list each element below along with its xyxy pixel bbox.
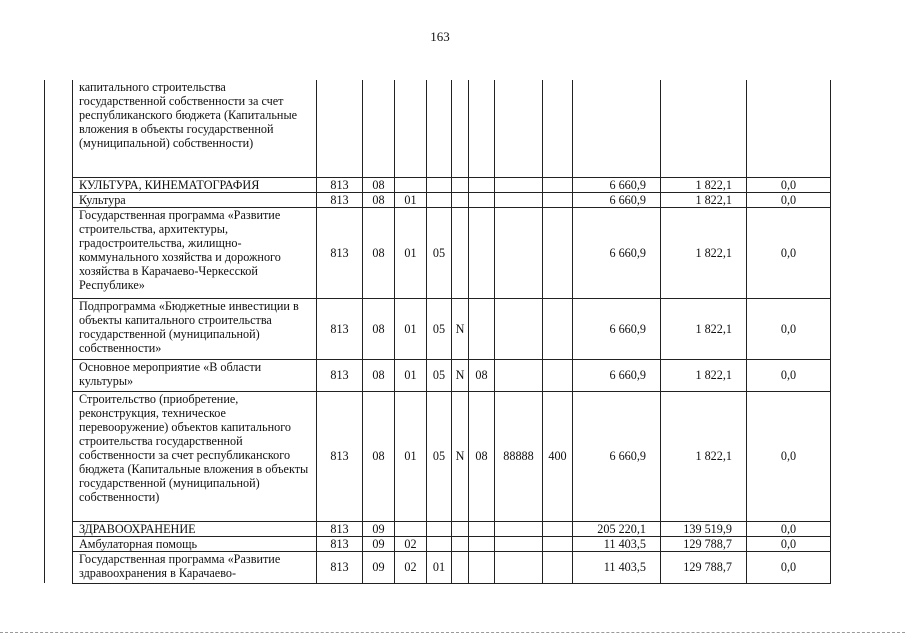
row-ved-cell: 813 <box>317 298 363 359</box>
row-cs1-cell: 05 <box>427 391 452 521</box>
row-cs2-cell <box>452 80 469 177</box>
row-name-cell: Государственная программа «Развитие строительства, архитектуры, градостроительства, жилищно-коммунального хозяйства и дорожного хозяйства в Карачаево-Черкесской Республике» <box>73 207 317 298</box>
row-cs2-cell <box>452 207 469 298</box>
row-cs1-cell <box>427 192 452 207</box>
row-sum2-cell: 1 822,1 <box>661 207 747 298</box>
table-row <box>45 298 831 359</box>
row-margin-cell <box>45 177 73 192</box>
row-sum3-cell: 0,0 <box>747 551 831 583</box>
row-cs4-cell <box>495 192 543 207</box>
row-sum1-cell: 6 660,9 <box>573 192 661 207</box>
row-name-cell: Амбулаторная помощь <box>73 536 317 551</box>
table-row <box>45 359 831 391</box>
row-ved-cell: 813 <box>317 551 363 583</box>
row-pr-cell: 01 <box>395 359 427 391</box>
row-ved-cell: 813 <box>317 391 363 521</box>
row-vr-cell <box>543 521 573 536</box>
row-sum1-cell <box>573 80 661 177</box>
row-vr-cell <box>543 207 573 298</box>
row-name-cell: ЗДРАВООХРАНЕНИЕ <box>73 521 317 536</box>
row-margin-cell <box>45 80 73 177</box>
row-sum1-cell: 6 660,9 <box>573 177 661 192</box>
row-pr-cell: 01 <box>395 298 427 359</box>
row-ved-cell: 813 <box>317 177 363 192</box>
row-sum3-cell: 0,0 <box>747 207 831 298</box>
row-vr-cell <box>543 359 573 391</box>
row-vr-cell <box>543 536 573 551</box>
row-sum1-cell: 6 660,9 <box>573 359 661 391</box>
row-ved-cell: 813 <box>317 521 363 536</box>
row-cs2-cell: N <box>452 298 469 359</box>
table-row <box>45 536 831 551</box>
row-cs2-cell <box>452 551 469 583</box>
row-sum1-cell: 11 403,5 <box>573 551 661 583</box>
row-sum1-cell: 6 660,9 <box>573 298 661 359</box>
row-sum2-cell: 1 822,1 <box>661 359 747 391</box>
row-sum1-cell: 205 220,1 <box>573 521 661 536</box>
row-pr-cell: 02 <box>395 536 427 551</box>
row-rz-cell: 08 <box>363 298 395 359</box>
row-margin-cell <box>45 359 73 391</box>
row-margin-cell <box>45 536 73 551</box>
row-vr-cell <box>543 192 573 207</box>
row-pr-cell: 01 <box>395 192 427 207</box>
row-vr-cell: 400 <box>543 391 573 521</box>
row-sum2-cell <box>661 80 747 177</box>
row-name-cell: капитального строительства государственной собственности за счет республиканского бюджета (Капитальные вложения в объекты государственной (муниципальной) собственности) <box>73 80 317 177</box>
row-rz-cell: 09 <box>363 536 395 551</box>
row-pr-cell: 01 <box>395 391 427 521</box>
row-cs2-cell: N <box>452 391 469 521</box>
row-vr-cell <box>543 80 573 177</box>
row-sum2-cell: 1 822,1 <box>661 391 747 521</box>
row-cs1-cell <box>427 80 452 177</box>
row-ved-cell: 813 <box>317 192 363 207</box>
row-pr-cell <box>395 521 427 536</box>
row-cs4-cell <box>495 521 543 536</box>
row-cs1-cell: 01 <box>427 551 452 583</box>
budget-table <box>44 80 831 584</box>
row-cs4-cell <box>495 536 543 551</box>
row-margin-cell <box>45 298 73 359</box>
row-cs3-cell: 08 <box>469 391 495 521</box>
row-sum3-cell: 0,0 <box>747 177 831 192</box>
row-cs3-cell <box>469 521 495 536</box>
row-pr-cell: 01 <box>395 207 427 298</box>
table-row <box>45 391 831 521</box>
row-cs4-cell <box>495 80 543 177</box>
row-sum3-cell: 0,0 <box>747 391 831 521</box>
row-sum1-cell: 6 660,9 <box>573 391 661 521</box>
row-cs2-cell <box>452 536 469 551</box>
row-cs3-cell <box>469 551 495 583</box>
row-name-cell: КУЛЬТУРА, КИНЕМАТОГРАФИЯ <box>73 177 317 192</box>
row-rz-cell: 09 <box>363 521 395 536</box>
row-cs3-cell <box>469 207 495 298</box>
row-rz-cell: 08 <box>363 359 395 391</box>
row-cs3-cell <box>469 192 495 207</box>
row-margin-cell <box>45 207 73 298</box>
row-cs4-cell <box>495 177 543 192</box>
row-cs3-cell <box>469 80 495 177</box>
row-pr-cell <box>395 177 427 192</box>
row-cs1-cell: 05 <box>427 207 452 298</box>
row-margin-cell <box>45 391 73 521</box>
row-ved-cell: 813 <box>317 536 363 551</box>
row-sum3-cell: 0,0 <box>747 192 831 207</box>
row-cs1-cell: 05 <box>427 298 452 359</box>
row-sum3-cell <box>747 80 831 177</box>
row-name-cell: Строительство (приобретение, реконструкция, техническое перевооружение) объектов капитального строительства государственной собственности за счет республиканского бюджета (Капитальные вложения в объекты государственной (муниципальной) собственности) <box>73 391 317 521</box>
row-margin-cell <box>45 192 73 207</box>
row-rz-cell: 08 <box>363 177 395 192</box>
row-ved-cell: 813 <box>317 359 363 391</box>
row-cs4-cell <box>495 207 543 298</box>
row-sum1-cell: 6 660,9 <box>573 207 661 298</box>
row-cs3-cell <box>469 536 495 551</box>
row-sum2-cell: 129 788,7 <box>661 551 747 583</box>
row-vr-cell <box>543 298 573 359</box>
table-row <box>45 551 831 583</box>
table-row <box>45 80 831 177</box>
row-rz-cell: 08 <box>363 192 395 207</box>
row-cs1-cell <box>427 536 452 551</box>
table-row <box>45 521 831 536</box>
row-cs2-cell <box>452 192 469 207</box>
row-sum3-cell: 0,0 <box>747 359 831 391</box>
row-pr-cell: 02 <box>395 551 427 583</box>
row-cs1-cell: 05 <box>427 359 452 391</box>
row-cs4-cell <box>495 551 543 583</box>
table-row <box>45 177 831 192</box>
row-cs1-cell <box>427 177 452 192</box>
row-ved-cell <box>317 80 363 177</box>
row-margin-cell <box>45 551 73 583</box>
row-cs4-cell <box>495 359 543 391</box>
row-sum3-cell: 0,0 <box>747 536 831 551</box>
row-cs4-cell <box>495 298 543 359</box>
row-cs3-cell <box>469 298 495 359</box>
row-name-cell: Государственная программа «Развитие здравоохранения в Карачаево- <box>73 551 317 583</box>
row-sum2-cell: 139 519,9 <box>661 521 747 536</box>
row-vr-cell <box>543 551 573 583</box>
row-rz-cell: 09 <box>363 551 395 583</box>
scan-edge-line <box>0 632 905 633</box>
row-sum3-cell: 0,0 <box>747 298 831 359</box>
row-sum3-cell: 0,0 <box>747 521 831 536</box>
row-cs4-cell: 88888 <box>495 391 543 521</box>
row-cs2-cell <box>452 521 469 536</box>
row-rz-cell: 08 <box>363 391 395 521</box>
row-sum1-cell: 11 403,5 <box>573 536 661 551</box>
row-sum2-cell: 1 822,1 <box>661 298 747 359</box>
row-margin-cell <box>45 521 73 536</box>
row-cs3-cell: 08 <box>469 359 495 391</box>
row-name-cell: Основное мероприятие «В области культуры» <box>73 359 317 391</box>
row-ved-cell: 813 <box>317 207 363 298</box>
row-cs2-cell: N <box>452 359 469 391</box>
row-cs1-cell <box>427 521 452 536</box>
row-rz-cell: 08 <box>363 207 395 298</box>
row-sum2-cell: 129 788,7 <box>661 536 747 551</box>
row-vr-cell <box>543 177 573 192</box>
row-name-cell: Культура <box>73 192 317 207</box>
row-sum2-cell: 1 822,1 <box>661 192 747 207</box>
row-pr-cell <box>395 80 427 177</box>
page-number: 163 <box>430 29 450 44</box>
row-name-cell: Подпрограмма «Бюджетные инвестиции в объекты капитального строительства государственной (муниципальной) собственности» <box>73 298 317 359</box>
row-rz-cell <box>363 80 395 177</box>
row-cs3-cell <box>469 177 495 192</box>
table-row <box>45 207 831 298</box>
row-cs2-cell <box>452 177 469 192</box>
table-row <box>45 192 831 207</box>
row-sum2-cell: 1 822,1 <box>661 177 747 192</box>
